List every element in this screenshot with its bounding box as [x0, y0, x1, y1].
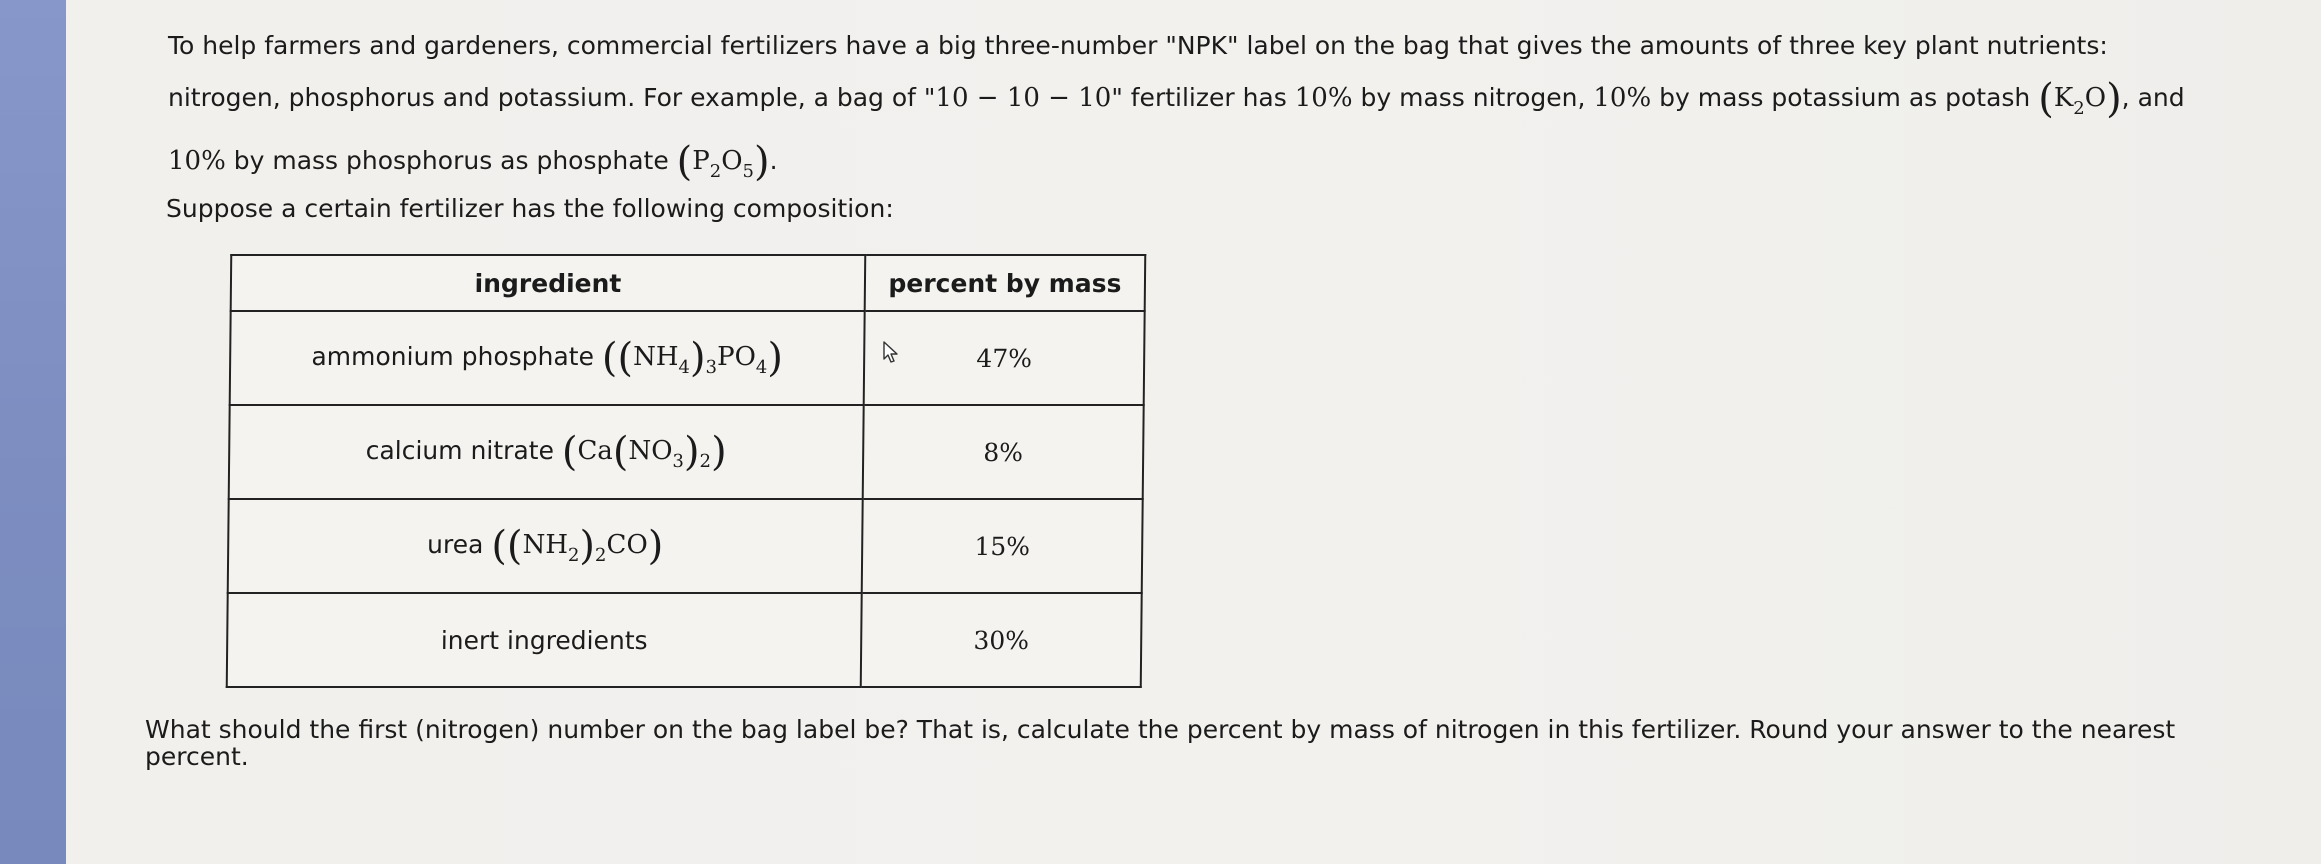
header-ingredient: ingredient: [231, 255, 866, 311]
header-percent: percent by mass: [865, 255, 1146, 311]
table-row: [230, 311, 1145, 405]
ingredient-cell: ammonium phosphate $((NH_4)_3PO_4)$: [230, 311, 865, 405]
percent-cell: 15%: [862, 499, 1143, 593]
problem-line-3: 10% by mass phosphorus as phosphate $(P_2O_5)$.: [168, 139, 778, 185]
mouse-cursor-icon: [882, 340, 900, 364]
ingredient-cell: calcium nitrate $(Ca(NO_3)_2)$: [229, 405, 864, 499]
percent-cell: 30%: [861, 593, 1142, 687]
ingredient-cell: inert ingredients: [227, 593, 862, 687]
composition-table: [226, 254, 1147, 688]
left-background-strip: [0, 0, 66, 864]
question-text: What should the first (nitrogen) number on the bag label be? That is, calculate the percent by mass of nitrogen in this fertilizer. Round your answer to the nearest percent.: [145, 715, 2176, 771]
table-row: [227, 593, 1142, 687]
percent-cell: 47%: [864, 311, 1145, 405]
composition-intro: Suppose a certain fertilizer has the following composition:: [166, 194, 894, 223]
problem-line-2: nitrogen, phosphorus and potassium. For example, a bag of "10 − 10 − 10" fertilizer has 10% by mass nitrogen, 10% by mass potassium as potash $(K_2O)$, and: [168, 76, 2185, 122]
ingredient-cell: urea $((NH_2)_2CO)$: [228, 499, 863, 593]
percent-cell: 8%: [863, 405, 1144, 499]
table-header-row: [231, 255, 1146, 311]
table-row: [229, 405, 1144, 499]
problem-text: [168, 20, 2298, 198]
problem-line-1: To help farmers and gardeners, commercial fertilizers have a big three-number "NPK" label on the bag that gives the amounts of three key plant nutrients:: [168, 31, 2108, 60]
table-row: [228, 499, 1143, 593]
